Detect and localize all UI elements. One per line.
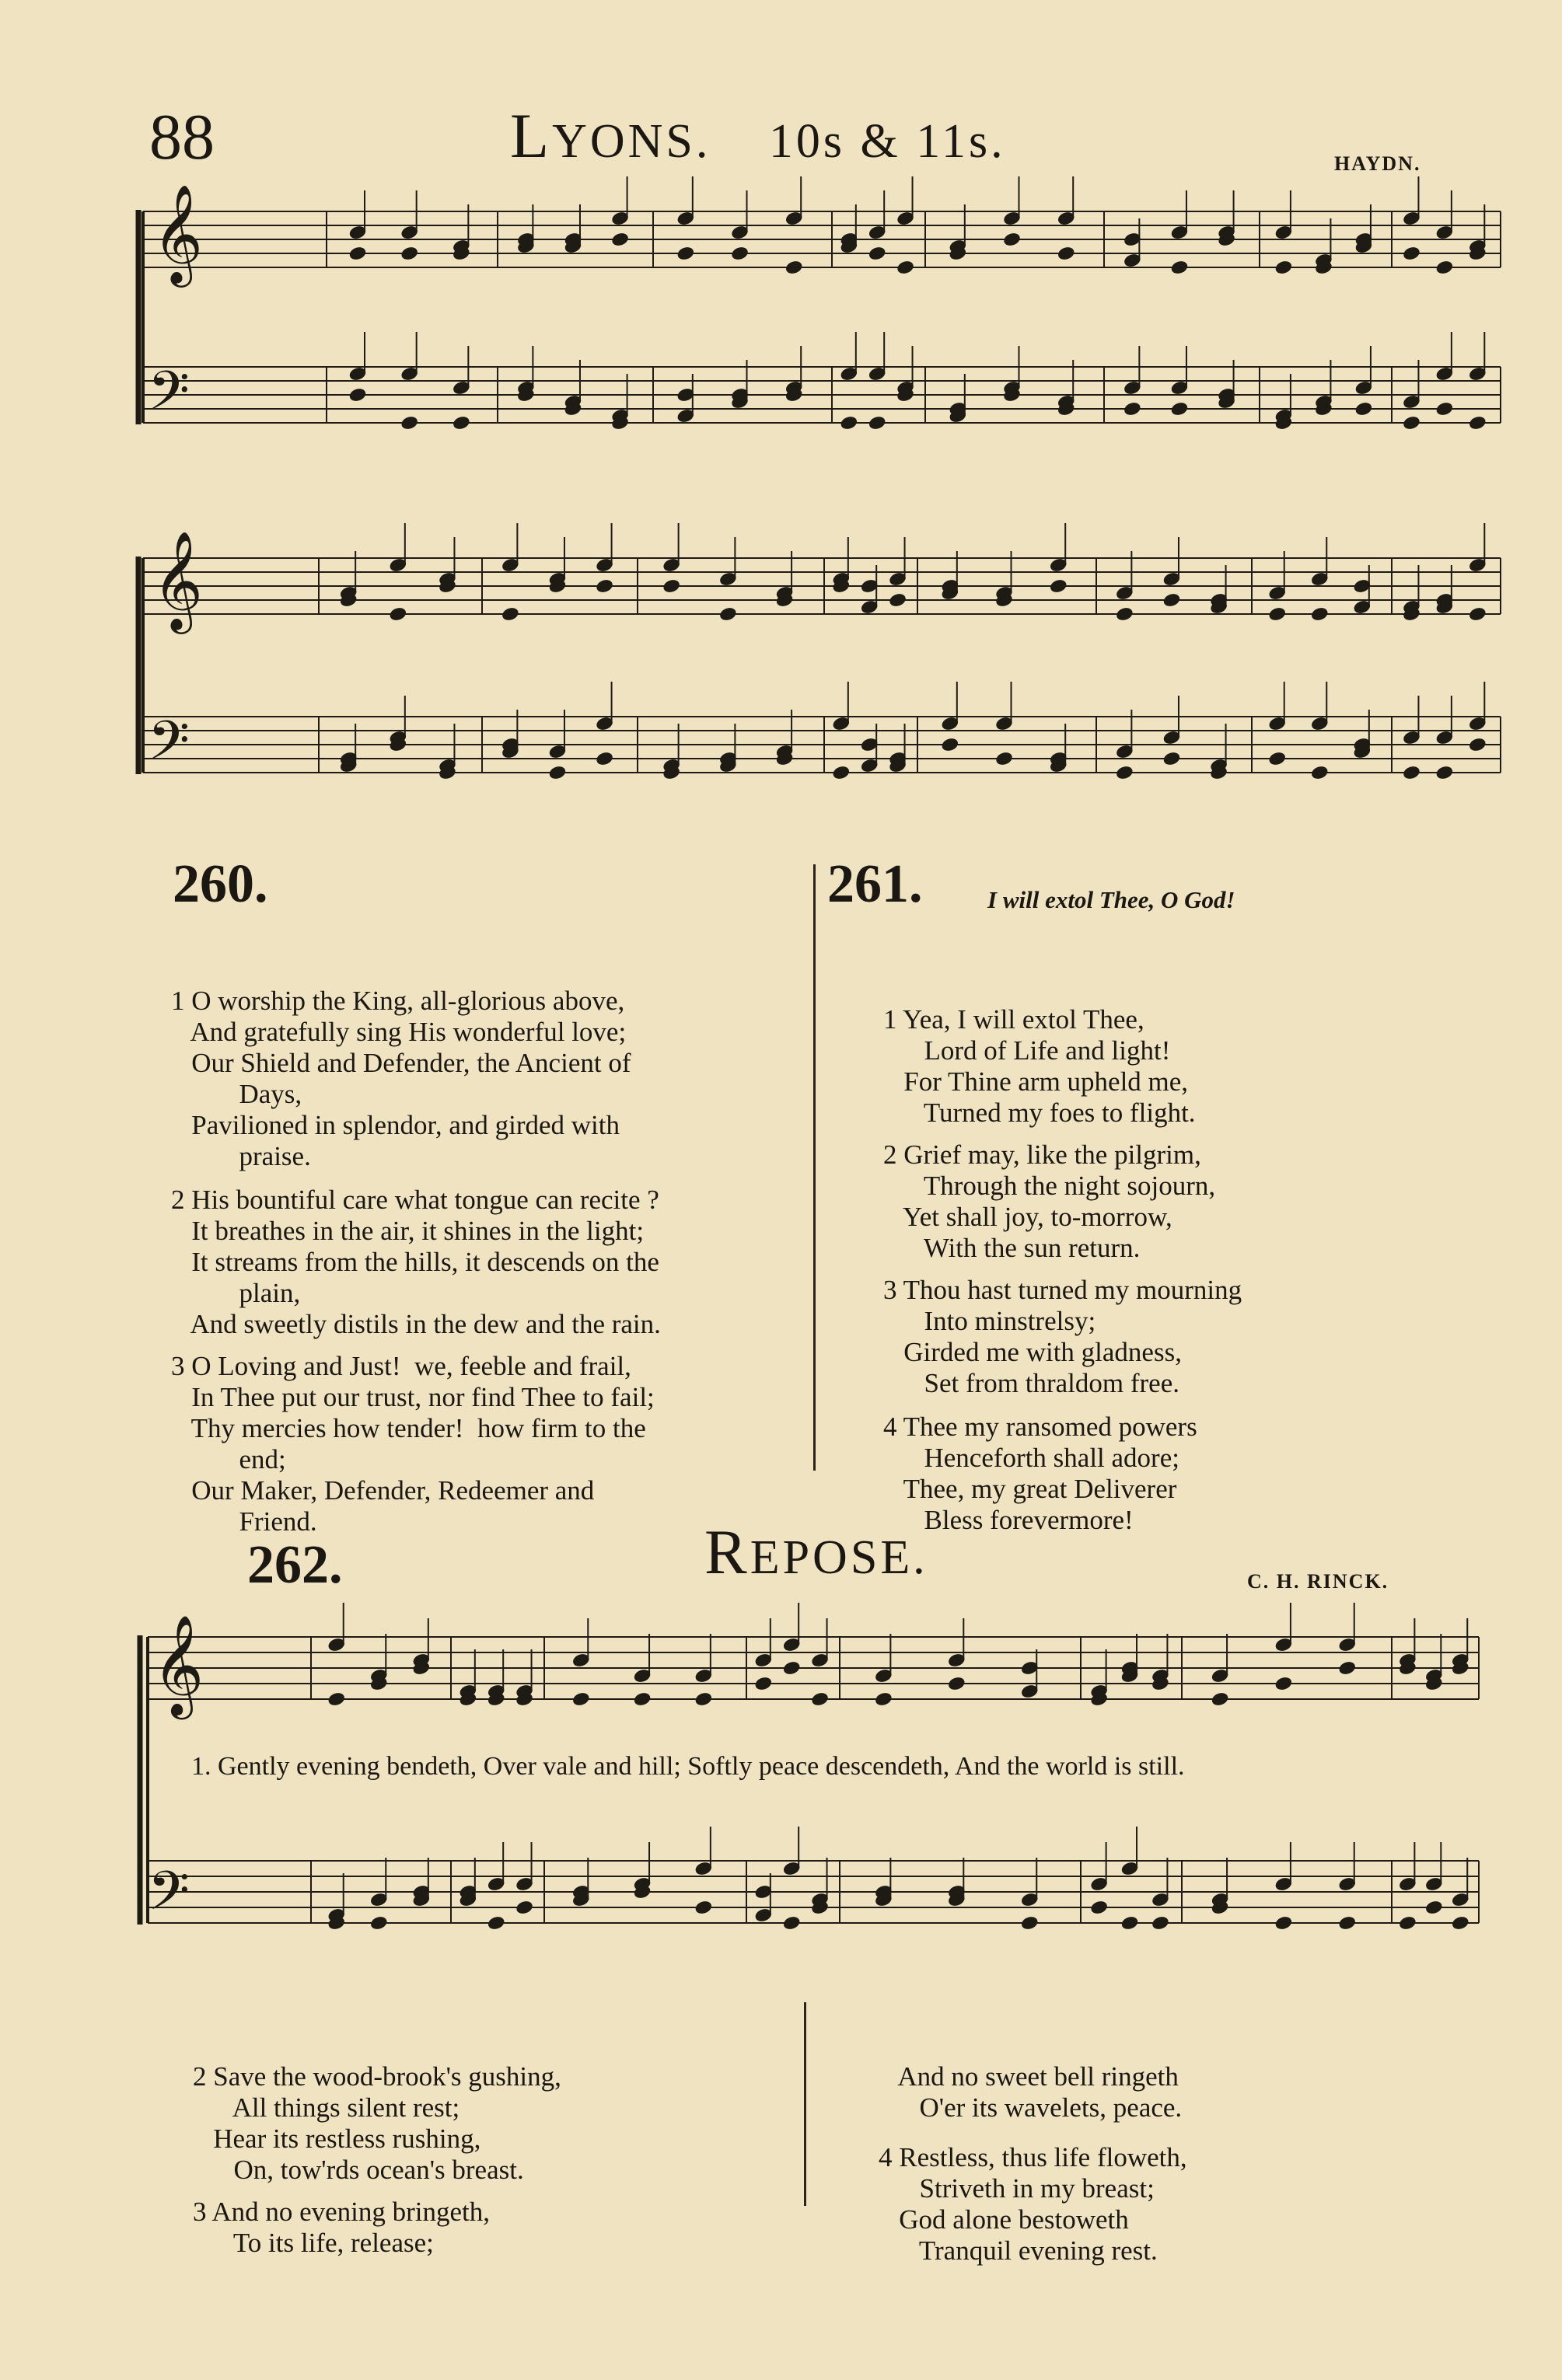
hymn-261-verse-3: 3 Thou hast turned my mourning Into minstrelsy; Girded me with gladness, Set from thraldom free. — [883, 1275, 1242, 1398]
notehead — [515, 1900, 534, 1915]
music-score-repose — [0, 1601, 1562, 1990]
notehead — [754, 1676, 773, 1691]
notehead — [662, 578, 681, 594]
notehead — [1451, 1915, 1469, 1931]
notehead — [784, 260, 803, 275]
notehead — [1057, 246, 1075, 261]
hymn-262-first-line: 1. Gently evening bendeth, Over vale and hill; Softly peace descendeth, And the world is still. — [191, 1752, 1185, 1781]
notehead — [868, 415, 886, 431]
notehead — [487, 1915, 505, 1931]
column-divider — [804, 2002, 806, 2206]
notehead — [896, 260, 915, 275]
tune-title-initial: L — [510, 100, 553, 171]
notehead — [633, 1691, 652, 1707]
notehead — [948, 1676, 966, 1691]
notehead — [400, 246, 419, 261]
notehead — [1403, 415, 1421, 431]
tune-meter: 10s & 11s. — [768, 115, 1006, 168]
notehead — [840, 415, 858, 431]
hymn-number-260: 260. — [173, 854, 268, 914]
hymn-260-verse-3: 3 O Loving and Just! we, feeble and frail, In Thee put our trust, nor find Thee to fail; Thy mercies how tender! how firm to the end; Our Maker, Defender, Redeemer and Friend. — [171, 1351, 655, 1537]
notehead — [1310, 606, 1329, 622]
notehead — [1403, 246, 1421, 261]
notehead — [571, 1691, 590, 1707]
notehead — [694, 1900, 713, 1915]
notehead — [596, 578, 614, 594]
notehead — [811, 1691, 830, 1707]
bass-clef-icon: 𝄢 — [148, 709, 190, 785]
notehead — [1162, 592, 1181, 608]
hymn-262-verse-2: 2 Save the wood-brook's gushing, All things silent rest; Hear its restless rushing, On, tow'rds ocean's breast. — [193, 2061, 561, 2185]
notehead — [1354, 401, 1373, 417]
notehead — [1274, 1676, 1293, 1691]
treble-clef-icon: 𝄞 — [152, 183, 204, 283]
notehead — [348, 387, 367, 403]
column-divider — [813, 864, 816, 1471]
notehead — [1123, 401, 1142, 417]
notehead — [731, 246, 750, 261]
notehead — [1310, 765, 1329, 780]
notehead — [1435, 260, 1454, 275]
notehead — [1469, 606, 1487, 622]
bass-clef-icon: 𝄢 — [148, 1859, 190, 1935]
notehead — [1469, 415, 1487, 431]
notehead — [327, 1691, 346, 1707]
notehead — [875, 1691, 893, 1707]
staff-treble-1 — [143, 211, 1501, 267]
notehead — [389, 606, 407, 622]
notehead — [1268, 606, 1287, 622]
notehead — [782, 1660, 801, 1676]
treble-clef-icon: 𝄞 — [152, 1614, 204, 1715]
notehead — [453, 415, 471, 431]
hymn-number-261: 261. — [827, 854, 923, 914]
bass-clef-icon: 𝄢 — [148, 359, 190, 435]
notehead — [1049, 578, 1068, 594]
notehead — [1403, 765, 1421, 780]
hymn-262-verse-3-end: And no sweet bell ringeth O'er its wavelets, peace. — [879, 2061, 1183, 2123]
notehead — [1003, 232, 1022, 247]
hymn-number-262: 262. — [247, 1535, 343, 1595]
notehead — [501, 606, 520, 622]
composer-lyons: HAYDN. — [1334, 152, 1421, 175]
hymn-261-verse-1: 1 Yea, I will extol Thee, Lord of Life and light! For Thine arm upheld me, Turned my foes to flight. — [883, 1004, 1196, 1128]
notehead — [1338, 1915, 1357, 1931]
notehead — [1274, 1915, 1293, 1931]
notehead — [1090, 1900, 1109, 1915]
notehead — [719, 606, 738, 622]
hymn-260-verse-2: 2 His bountiful care what tongue can recite ? It breathes in the air, it shines in the light; It streams from the hills, it descends on the plain, And sweetly distils in the dew and the rain. — [171, 1185, 661, 1339]
music-score-lyons — [0, 0, 1562, 808]
notehead — [1399, 1915, 1417, 1931]
page-number: 88 — [149, 101, 215, 173]
tune-title-rest: YONS. — [552, 115, 711, 168]
tune-title-repose: REPOSE. — [704, 1516, 928, 1587]
notehead — [1469, 737, 1487, 752]
hymn-262-verse-3-start: 3 And no evening bringeth, To its life, release; — [193, 2197, 491, 2258]
notehead — [596, 751, 614, 766]
notehead — [1162, 751, 1181, 766]
notehead — [1274, 260, 1293, 275]
notehead — [1116, 765, 1134, 780]
notehead — [1170, 260, 1189, 275]
hymn-261-verse-2: 2 Grief may, like the pilgrim, Through the night sojourn, Yet shall joy, to-morrow, With the sun return. — [883, 1139, 1216, 1263]
notehead — [1435, 401, 1454, 417]
hymn-261-motto: I will extol Thee, O God! — [987, 886, 1235, 913]
notehead — [941, 737, 959, 752]
notehead — [1435, 765, 1454, 780]
notehead — [1170, 401, 1189, 417]
notehead — [400, 415, 419, 431]
notehead — [1116, 606, 1134, 622]
notehead — [694, 1691, 713, 1707]
hymn-262-verse-4: 4 Restless, thus life floweth, Striveth in my breast; God alone bestoweth Tranquil evening rest. — [879, 2142, 1187, 2266]
notehead — [548, 765, 567, 780]
notehead — [1151, 1915, 1170, 1931]
notehead — [832, 765, 851, 780]
notehead — [1268, 751, 1287, 766]
notehead — [1020, 1915, 1039, 1931]
notehead — [889, 592, 907, 608]
notehead — [1211, 1691, 1229, 1707]
notehead — [369, 1915, 388, 1931]
notehead — [868, 246, 886, 261]
staff-bass-1 — [143, 367, 1501, 423]
notehead — [1120, 1915, 1139, 1931]
notehead — [995, 751, 1014, 766]
treble-clef-icon: 𝄞 — [152, 530, 204, 630]
notehead — [1338, 1660, 1357, 1676]
composer-repose: C. H. RINCK. — [1247, 1570, 1389, 1593]
notehead — [1425, 1900, 1444, 1915]
notehead — [348, 246, 367, 261]
hymn-260-verse-1: 1 O worship the King, all-glorious above, And gratefully sing His wonderful love; Our Shield and Defender, the Ancient of Days, Pavilioned in splendor, and girded with praise. — [171, 986, 631, 1171]
notehead — [676, 246, 695, 261]
hymn-261-verse-4: 4 Thee my ransomed powers Henceforth shall adore; Thee, my great Deliverer Bless forevermore! — [883, 1412, 1197, 1535]
notehead — [782, 1915, 801, 1931]
notehead — [611, 232, 630, 247]
